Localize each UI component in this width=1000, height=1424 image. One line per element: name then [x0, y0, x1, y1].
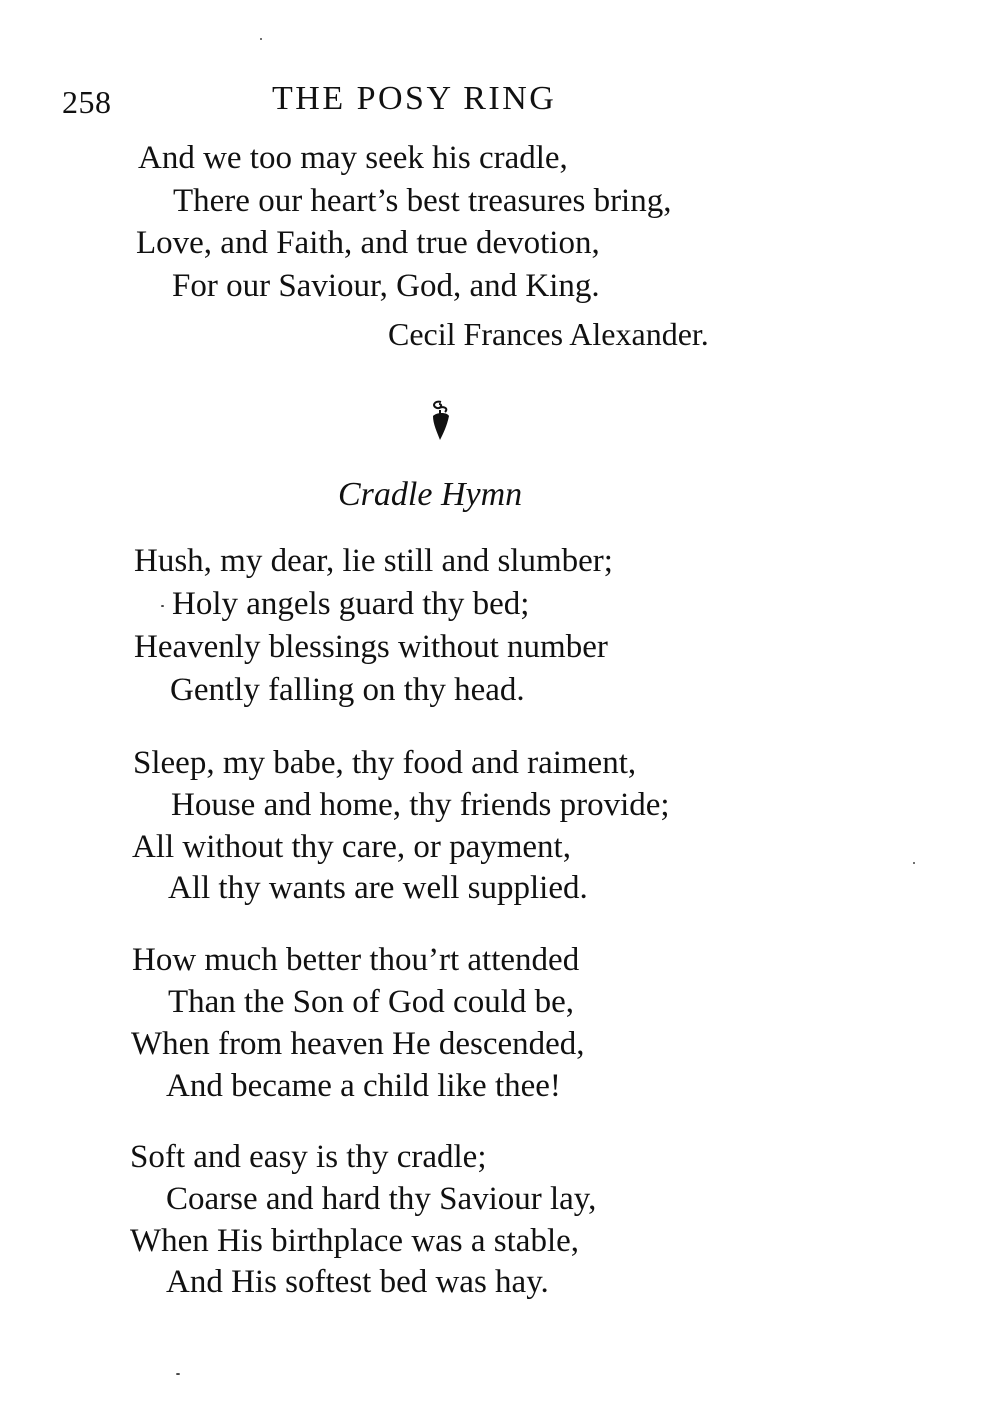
poem-line: When from heaven He descended, — [131, 1026, 585, 1062]
poem-line: Coarse and hard thy Saviour lay, — [166, 1181, 597, 1217]
scan-speck — [161, 605, 164, 607]
poem-title: Cradle Hymn — [338, 476, 523, 513]
poem-line: Gently falling on thy head. — [170, 672, 525, 708]
poem-line: Hush, my dear, lie still and slumber; — [134, 543, 613, 579]
poem-line: And we too may seek his cradle, — [138, 140, 568, 176]
poem-line: Love, and Faith, and true devotion, — [136, 225, 600, 261]
poem-line: Soft and easy is thy cradle; — [130, 1139, 487, 1175]
page-header — [0, 78, 1000, 128]
poem-line: All without thy care, or payment, — [132, 829, 571, 865]
poem-line: And became a child like thee! — [166, 1068, 561, 1104]
poem-line: Holy angels guard thy bed; — [172, 586, 530, 622]
poem-line: When His birthplace was a stable, — [130, 1223, 580, 1259]
scan-speck — [913, 862, 915, 864]
poem-line: All thy wants are well supplied. — [168, 870, 588, 906]
page-number: 258 — [62, 84, 112, 120]
poem-line: How much better thou’rt attended — [132, 942, 580, 978]
poem-line: House and home, thy friends provide; — [171, 787, 670, 823]
floral-ornament-icon — [425, 398, 457, 444]
scan-speck — [176, 1373, 180, 1375]
poem-line: Heavenly blessings without number — [134, 629, 608, 665]
poem-line: Than the Son of God could be, — [168, 984, 575, 1020]
poem-line: For our Saviour, God, and King. — [172, 268, 600, 304]
poem-line: And His softest bed was hay. — [166, 1264, 549, 1300]
scan-speck — [260, 38, 262, 40]
poem-author: Cecil Frances Alexander. — [388, 316, 709, 352]
poem-line: There our heart’s best treasures bring, — [173, 183, 672, 219]
poem-line: Sleep, my babe, thy food and raiment, — [133, 745, 637, 781]
running-title: THE POSY RING — [272, 80, 557, 117]
